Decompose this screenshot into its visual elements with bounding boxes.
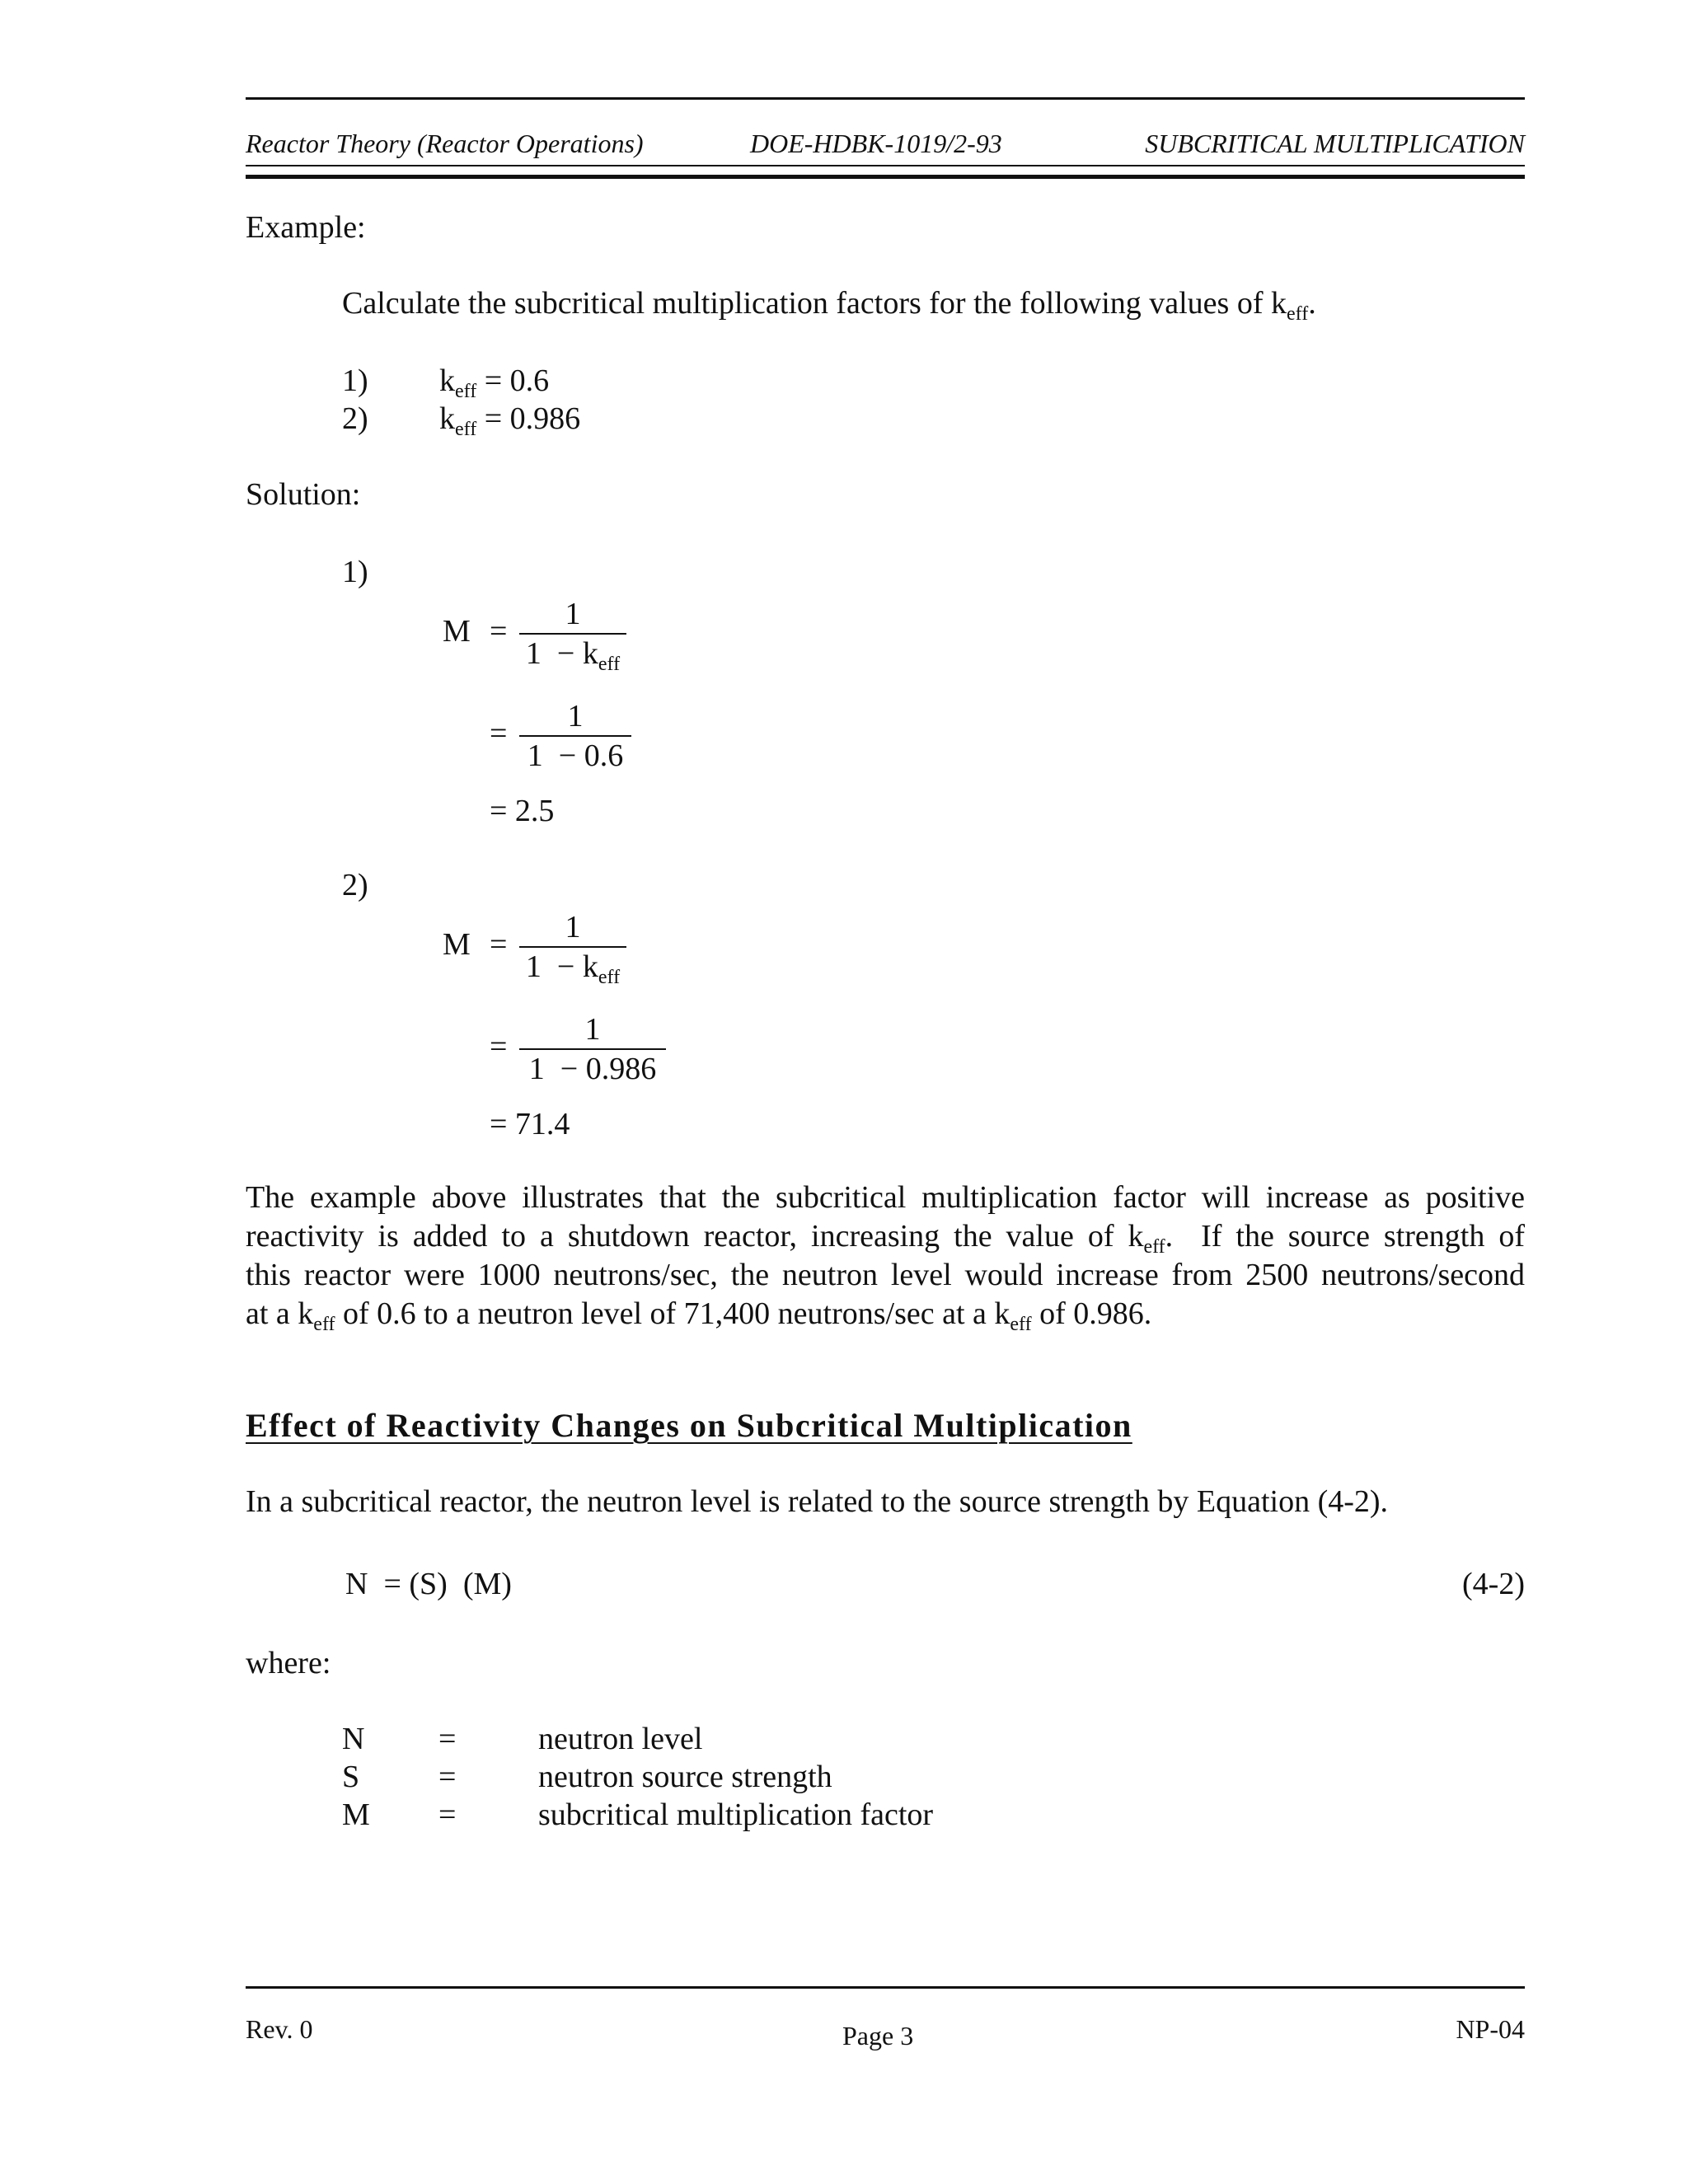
example-item-2-formula <box>439 401 581 440</box>
where-label: where: <box>246 1646 331 1680</box>
definition-symbol: N <box>342 1722 365 1756</box>
footer-rule <box>246 1986 1525 1989</box>
example-prompt-sub: eff <box>1287 303 1309 325</box>
explanation-paragraph <box>246 1179 1525 1333</box>
example-prompt-main: Calculate the subcritical multiplication factors for the following values of k <box>342 286 1287 321</box>
part-2-m-label: M <box>443 927 471 962</box>
fraction-denominator: 1 − 0.986 <box>528 1052 657 1086</box>
example-item-1-number: 1) <box>342 363 368 398</box>
example-prompt <box>342 285 1316 325</box>
fraction-denominator: $1 - k_{eff}$ <box>525 636 621 675</box>
definition-symbol: S <box>342 1760 360 1794</box>
equation-4-2: N = (S) (M) <box>345 1567 512 1601</box>
keff-value: = 0.986 <box>484 401 581 436</box>
part-1-fraction-1 <box>519 595 626 673</box>
part-1-fraction-2 <box>519 697 631 775</box>
paragraph-line: at a $k_{eff}$ of 0.6 to a neutron level of 71,400 neutrons/sec at a $k_{eff}$ of 0.986. <box>246 1296 1152 1335</box>
solution-part-1-number: 1) <box>342 555 368 589</box>
part-1-m-label: M <box>443 614 471 649</box>
keff-sub: eff <box>455 381 477 402</box>
paragraph-line: this reactor were 1000 neutrons/sec, the neutron level would increase from 2500 neutrons/second <box>246 1258 1525 1292</box>
part-2-result: = 71.4 <box>490 1107 570 1141</box>
definition-meaning: subcritical multiplication factor <box>538 1797 934 1832</box>
example-item-2-number: 2) <box>342 401 368 436</box>
section-heading: Effect of Reactivity Changes on Subcritical Multiplication <box>246 1407 1132 1444</box>
keff-value: = 0.6 <box>484 363 550 398</box>
definition-meaning: neutron source strength <box>538 1760 832 1794</box>
part-2-fraction-1 <box>519 908 626 986</box>
part-2-equals-1: = <box>490 927 508 962</box>
definition-symbol: M <box>342 1797 370 1832</box>
section-intro: In a subcritical reactor, the neutron level is related to the source strength by Equation (4-2). <box>246 1484 1389 1519</box>
paragraph-line: The example above illustrates that the subcritical multiplication factor will increase as positive <box>246 1180 1525 1215</box>
footer-module: NP-04 <box>1456 2014 1525 2044</box>
header-bottom-rule-thick <box>246 175 1525 179</box>
fraction-numerator: 1 <box>565 597 581 631</box>
part-2-fraction-2 <box>519 1010 666 1088</box>
fraction-numerator: 1 <box>567 699 584 733</box>
part-1-equals-2: = <box>490 716 508 751</box>
keff-sub: eff <box>455 419 477 440</box>
footer-page-number: Page 3 <box>842 2021 914 2050</box>
footer-revision: Rev. 0 <box>246 2014 313 2044</box>
header-center: DOE-HDBK-1019/2-93 <box>750 129 1002 158</box>
header-bottom-rule-thin <box>246 165 1525 166</box>
example-label: Example: <box>246 210 366 245</box>
example-item-1-formula <box>439 363 550 402</box>
solution-part-2-number: 2) <box>342 868 368 902</box>
header-left: Reactor Theory (Reactor Operations) <box>246 129 644 158</box>
definition-equals: = <box>438 1760 457 1794</box>
solution-label: Solution: <box>246 477 361 512</box>
keff-k: k <box>439 401 455 436</box>
equation-number: (4-2) <box>1462 1567 1525 1601</box>
part-2-equals-2: = <box>490 1029 508 1064</box>
definition-meaning: neutron level <box>538 1722 703 1756</box>
fraction-numerator: 1 <box>565 910 581 944</box>
part-1-equals-1: = <box>490 614 508 649</box>
part-1-result: = 2.5 <box>490 794 555 828</box>
definition-equals: = <box>438 1722 457 1756</box>
fraction-denominator: $1 - k_{eff}$ <box>525 949 621 988</box>
definition-equals: = <box>438 1797 457 1832</box>
fraction-numerator: 1 <box>584 1012 601 1047</box>
header-top-rule <box>246 97 1525 100</box>
paragraph-line: reactivity is added to a shutdown reactor, increasing the value of $k_{eff}$. If the source strength of <box>246 1219 1525 1258</box>
keff-k: k <box>439 363 455 398</box>
fraction-denominator: 1 − 0.6 <box>527 738 624 773</box>
example-prompt-end: . <box>1308 286 1316 321</box>
header-right: SUBCRITICAL MULTIPLICATION <box>1145 129 1525 158</box>
